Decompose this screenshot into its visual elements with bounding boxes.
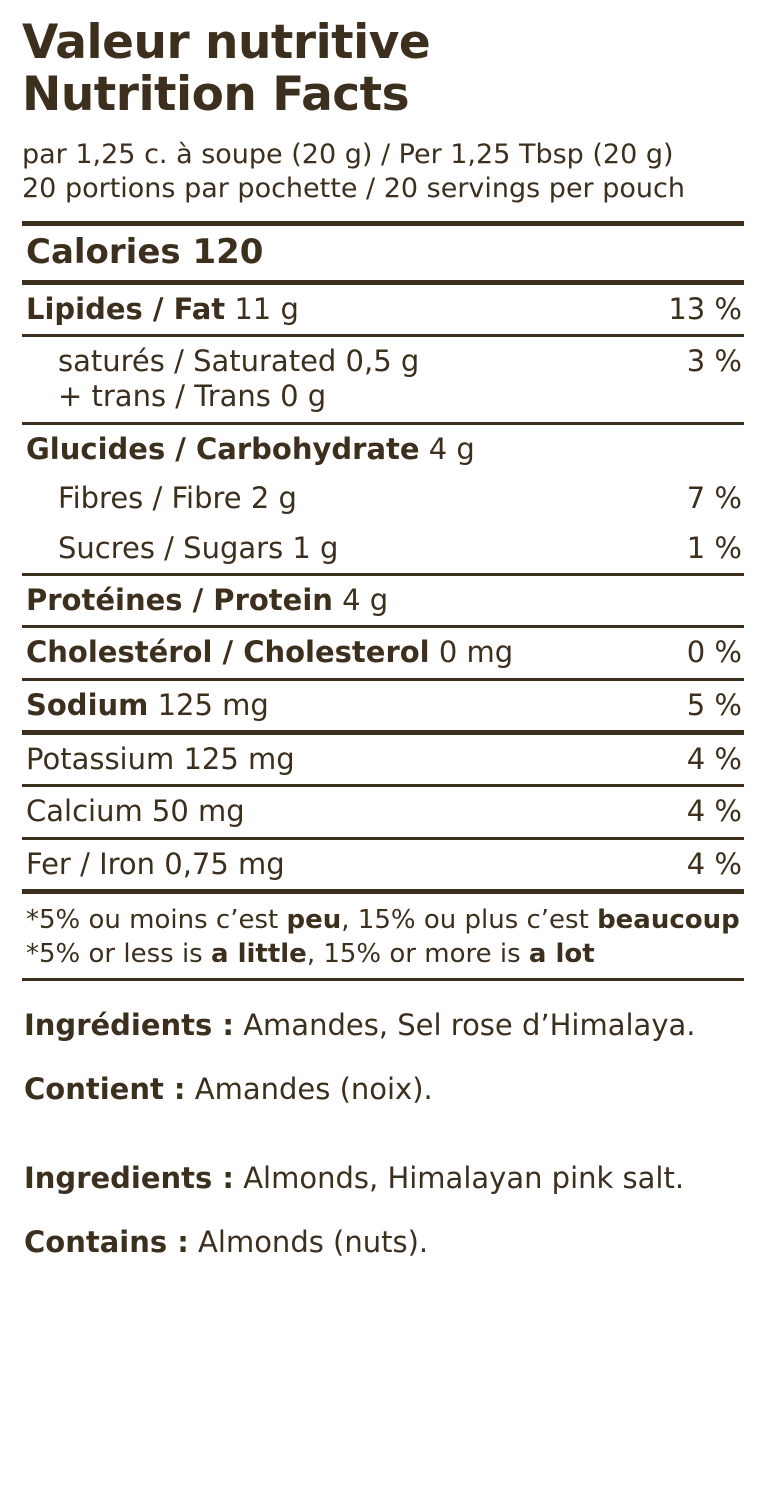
ingredients-english <box>24 1160 742 1198</box>
servings-per-container-line: 20 portions par pochette / 20 servings per pouch <box>22 173 685 205</box>
nutrient-percent-sodium: 5 % <box>686 687 742 722</box>
serving-size-block <box>22 138 744 207</box>
nutrient-label-bold: Cholestérol / Cholesterol <box>26 635 430 670</box>
nutrient-percent-fat: 13 % <box>668 291 742 326</box>
nutrient-label-bold: Sodium <box>26 687 149 722</box>
table-row <box>22 840 744 889</box>
nutrient-percent-saturated: 3 % <box>686 344 742 379</box>
divider-panel-bottom <box>22 978 744 981</box>
nutrient-amount: 125 mg <box>148 687 269 722</box>
contains-english-text: Almonds (nuts). <box>188 1224 429 1259</box>
nutrient-amount: 11 g <box>225 291 299 326</box>
nutrient-name-iron: Fer / Iron 0,75 mg <box>26 846 285 881</box>
contains-english <box>24 1224 742 1262</box>
nutrient-saturated: saturés / Saturated 0,5 g <box>58 344 420 379</box>
nutrient-label-bold: Lipides / Fat <box>26 291 226 326</box>
nutrient-percent-potassium: 4 % <box>686 742 742 777</box>
nutrient-percent-cholesterol: 0 % <box>686 635 742 670</box>
nutrient-amount: 4 g <box>332 582 389 617</box>
footnote-fr-peu: peu <box>286 905 342 936</box>
table-row <box>22 524 744 573</box>
table-row <box>22 285 744 334</box>
footnote-fr-part2: , 15% ou plus c’est <box>341 905 598 936</box>
ingredients-english-label: Ingredients : <box>24 1161 234 1196</box>
footnote-en-a-little: a little <box>210 939 307 970</box>
ingredients-english-text: Almonds, Himalayan pink salt. <box>234 1161 685 1196</box>
footnote-english <box>26 938 742 972</box>
nutrient-label-bold: Protéines / Protein <box>26 582 333 617</box>
nutrient-name-protein <box>26 583 388 618</box>
table-row <box>22 787 744 836</box>
title-french: Valeur nutritive <box>22 15 431 70</box>
contains-english-label: Contains : <box>24 1224 189 1259</box>
contains-french <box>24 1071 742 1109</box>
table-row <box>22 425 744 474</box>
nutrient-name-fat <box>26 292 299 327</box>
nutrient-trans: + trans / Trans 0 g <box>58 379 327 414</box>
spacer <box>24 1108 742 1134</box>
nutrient-name-potassium: Potassium 125 mg <box>26 742 295 777</box>
table-row <box>22 337 744 422</box>
contains-french-text: Amandes (noix). <box>185 1071 433 1106</box>
footnote-french <box>26 904 742 938</box>
nutrient-name-cholesterol <box>26 635 513 670</box>
serving-size-line: par 1,25 c. à soupe (20 g) / Per 1,25 Tbsp (20 g) <box>22 138 674 170</box>
title-english: Nutrition Facts <box>22 66 410 122</box>
footnote-fr-beaucoup: beaucoup <box>597 905 740 936</box>
footnote-fr-part1: *5% ou moins c’est <box>26 905 287 936</box>
footnote-en-part1: *5% or less is <box>26 939 211 970</box>
footnote-en-part2: , 15% or more is <box>306 939 529 970</box>
nutrient-name-sodium <box>26 688 269 723</box>
nutrient-name-saturated-trans <box>26 344 419 415</box>
ingredients-block <box>22 1007 744 1262</box>
table-row <box>22 576 744 625</box>
nutrient-percent-sugars: 1 % <box>686 530 742 565</box>
nutrient-amount: 0 mg <box>429 635 514 670</box>
nutrient-percent-fibre: 7 % <box>686 481 742 516</box>
footnote-block <box>22 894 744 978</box>
nutrition-facts-panel <box>22 15 744 1262</box>
nutrient-name-calcium: Calcium 50 mg <box>26 794 245 829</box>
nutrient-name-sugars: Sucres / Sugars 1 g <box>58 530 339 565</box>
ingredients-french-text: Amandes, Sel rose d’Himalaya. <box>234 1007 696 1042</box>
nutrient-label-bold: Glucides / Carbohydrate <box>26 431 420 466</box>
nutrient-amount: 4 g <box>419 431 475 466</box>
contains-french-label: Contient : <box>24 1071 186 1106</box>
nutrient-percent-calcium: 4 % <box>686 794 742 829</box>
ingredients-french <box>24 1007 742 1045</box>
table-row <box>22 474 744 523</box>
calories-row: Calories 120 <box>26 231 264 272</box>
nutrient-percent-iron: 4 % <box>686 846 742 881</box>
nutrient-name-carbohydrate <box>26 432 475 467</box>
table-row <box>22 735 744 784</box>
ingredients-french-label: Ingrédients : <box>24 1007 234 1042</box>
footnote-en-a-lot: a lot <box>528 939 595 970</box>
table-row <box>22 681 744 730</box>
table-row <box>22 628 744 677</box>
nutrient-name-fibre: Fibres / Fibre 2 g <box>58 481 297 516</box>
